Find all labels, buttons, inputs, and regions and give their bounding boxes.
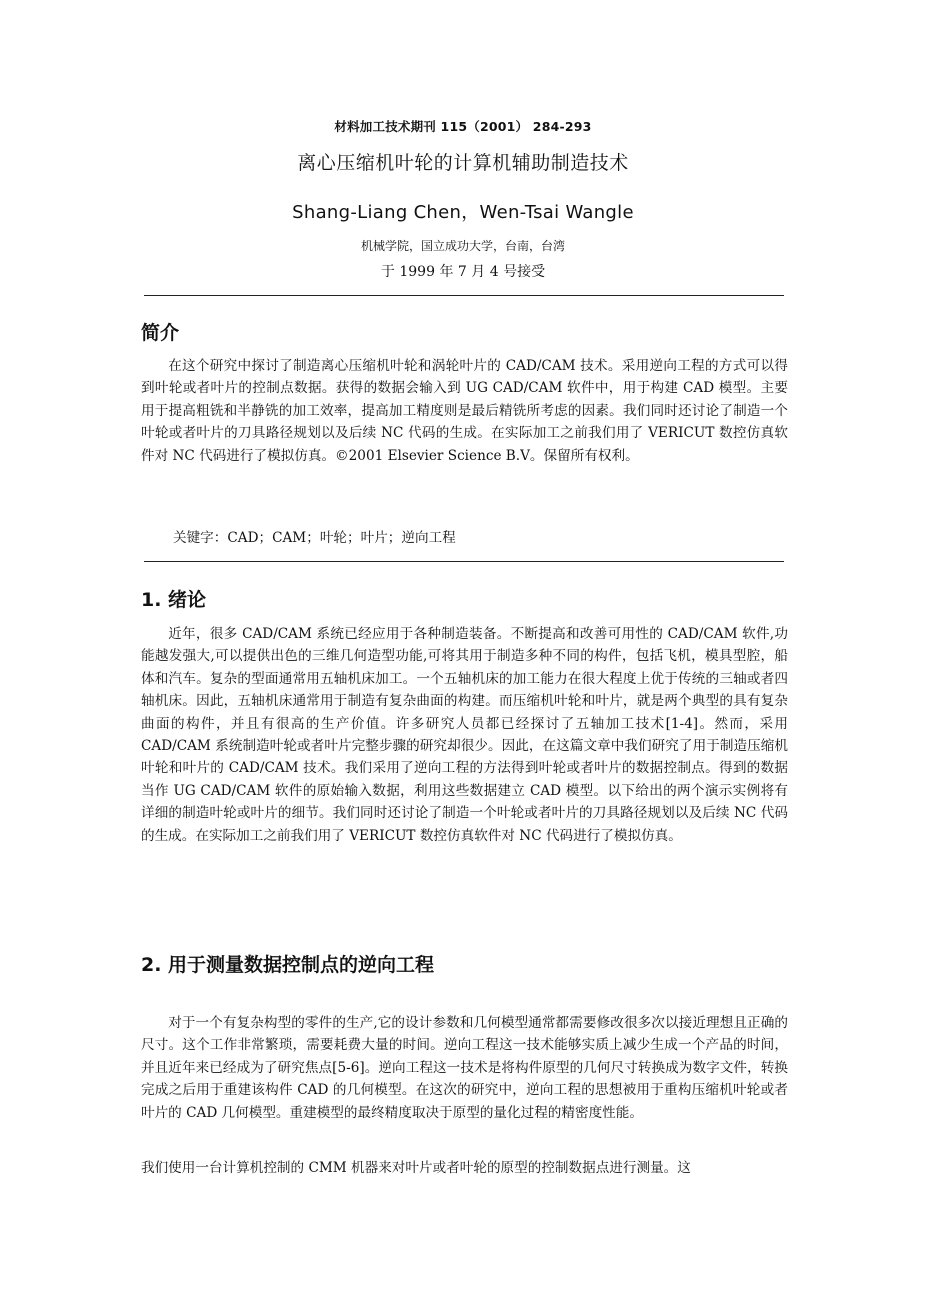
abstract-heading: 简介	[141, 322, 180, 344]
section-2-heading: 2. 用于测量数据控制点的逆向工程	[141, 954, 435, 976]
paper-title: 离心压缩机叶轮的计算机辅助制造技术	[297, 152, 629, 174]
journal-citation: 材料加工技术期刊 115（2001） 284-293	[334, 119, 592, 134]
keywords: 关键字：CAD；CAM；叶轮；叶片；逆向工程	[173, 530, 456, 546]
section-2-paragraph-1: 对于一个有复杂构型的零件的生产,它的设计参数和几何模型通常都需要修改很多次以接近理想且正确的尺寸。这个工作非常繁琐，需要耗费大量的时间。逆向工程这一技术能够实质上减少生成一个产品的时间，并且近年来已经成为了研究焦点[5-6]。逆向工程这一技术是将构件原型的几何尺寸转换成为数字文件，转换完成之后用于重建该构件 CAD 的几何模型。在这次的研究中，逆向工程的思想被用于重构压缩机叶轮或者叶片的 CAD 几何模型。重建模型的最终精度取决于原型的量化过程的精密度性能。	[141, 1015, 788, 1121]
abstract-text: 在这个研究中探讨了制造离心压缩机叶轮和涡轮叶片的 CAD/CAM 技术。采用逆向工程的方式可以得到叶轮或者叶片的控制点数据。获得的数据会输入到 UG CAD/CAM 软件中，用于构建 CAD 模型。主要用于提高粗铣和半静铣的加工效率，提高加工精度则是最后精铣所考虑的因素。我们同时还讨论了制造一个叶轮或者叶片的刀具路径规划以及后续 NC 代码的生成。在实际加工之前我们用了 VERICUT 数控仿真软件对 NC 代码进行了模拟仿真。©2001 Elsevier Science B.V。保留所有权利。	[141, 358, 788, 464]
section-2-paragraph-2: 我们使用一台计算机控制的 CMM 机器来对叶片或者叶轮的原型的控制数据点进行测量。这	[141, 1160, 691, 1176]
section-1-heading: 1. 绪论	[141, 589, 207, 611]
authors: Shang-Liang Chen，Wen-Tsai Wangle	[292, 202, 634, 223]
received-date: 于 1999 年 7 月 4 号接受	[380, 264, 546, 280]
section-1-paragraph: 近年，很多 CAD/CAM 系统已经应用于各种制造装备。不断提高和改善可用性的 CAD/CAM 软件,功能越发强大,可以提供出色的三维几何造型功能,可将其用于制造多种不同的构件，包括飞机，模具型腔，船体和汽车。复杂的型面通常用五轴机床加工。一个五轴机床的加工能力在很大程度上优于传统的三轴或者四轴机床。因此，五轴机床通常用于制造有复杂曲面的构建。而压缩机叶轮和叶片，就是两个典型的具有复杂曲面的构件，并且有很高的生产价值。许多研究人员都已经探讨了五轴加工技术[1-4]。然而，采用 CAD/CAM 系统制造叶轮或者叶片完整步骤的研究却很少。因此，在这篇文章中我们研究了用于制造压缩机叶轮和叶片的 CAD/CAM 技术。我们采用了逆向工程的方法得到叶轮或者叶片的数据控制点。得到的数据当作 UG CAD/CAM 软件的原始输入数据，利用这些数据建立 CAD 模型。以下给出的两个演示实例将有详细的制造叶轮或叶片的细节。我们同时还讨论了制造一个叶轮或者叶片的刀具路径规划以及后续 NC 代码的生成。在实际加工之前我们用了 VERICUT 数控仿真软件对 NC 代码进行了模拟仿真。	[141, 626, 788, 844]
affiliation: 机械学院，国立成功大学，台南，台湾	[360, 239, 565, 253]
top-divider	[144, 295, 784, 296]
abstract-divider	[144, 561, 784, 562]
